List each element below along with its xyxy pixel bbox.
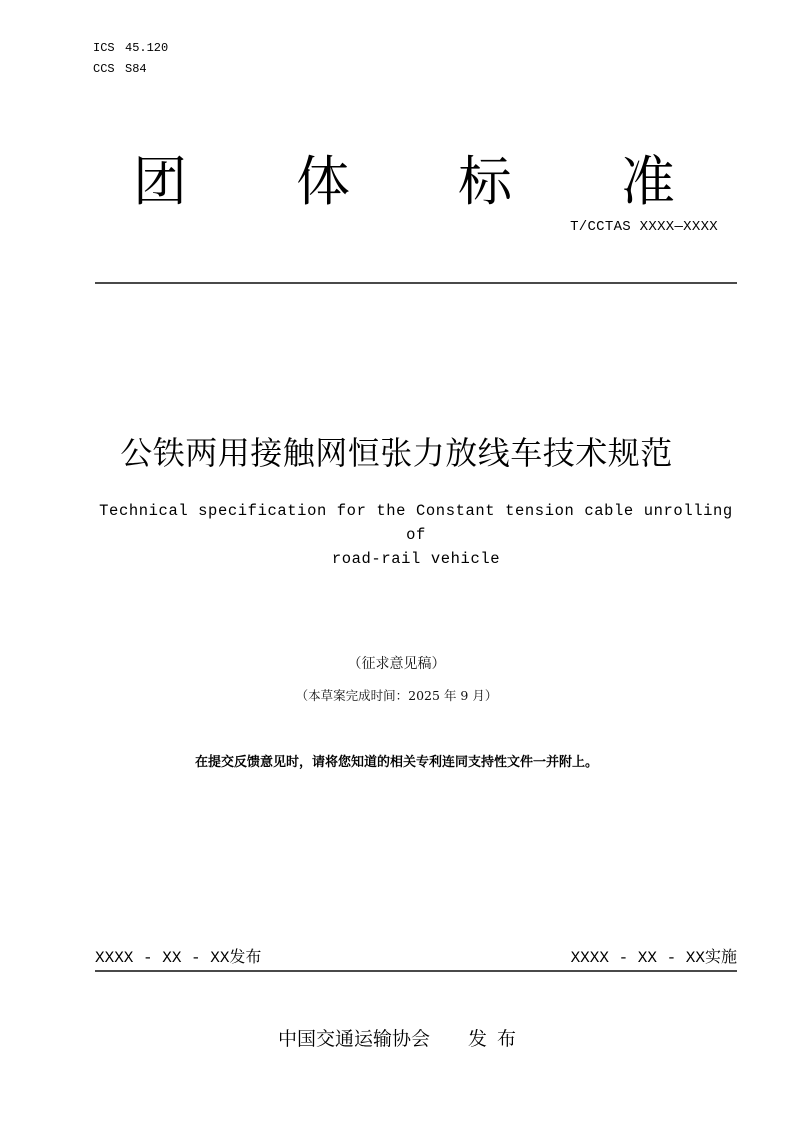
standard-type-char: 团 — [133, 150, 187, 213]
standard-type-char: 体 — [296, 150, 350, 213]
issuer-name: 中国交通运输协会 — [278, 1028, 431, 1050]
publish-date-value: XXXX - XX - XX — [95, 949, 230, 967]
publish-date-label: 发布 — [229, 947, 262, 966]
classification-codes — [93, 38, 168, 80]
draft-status: （征求意见稿） — [347, 656, 446, 672]
document-title-chinese: 公铁两用接触网恒张力放线车技术规范 — [120, 434, 673, 472]
english-title-line-2: road-rail vehicle — [331, 550, 501, 568]
issuer-action: 发布 — [468, 1028, 527, 1050]
standard-number: T/CCTAS XXXX—XXXX — [570, 219, 718, 235]
implementation-date-label: 实施 — [704, 947, 737, 966]
document-title-english — [95, 499, 737, 571]
ccs-code: CCS S84 — [93, 62, 147, 76]
publish-date — [95, 945, 261, 970]
ics-code: ICS 45.120 — [93, 41, 169, 55]
standard-type-char: 标 — [458, 150, 512, 213]
implementation-date-value: XXXX - XX - XX — [570, 949, 705, 967]
draft-completion-date: （本草案完成时间：2025 年 9 月） — [295, 688, 498, 703]
implementation-date — [571, 945, 737, 970]
issuer — [278, 1025, 526, 1053]
standard-type-char: 准 — [621, 150, 675, 213]
patent-notice: 在提交反馈意见时，请将您知道的相关专利连同支持性文件一并附上。 — [194, 755, 598, 770]
english-title-line-1: Technical specification for the Constant tension cable unrolling of — [99, 502, 733, 544]
footer-divider — [95, 970, 737, 972]
header-divider — [95, 282, 737, 284]
standard-type-heading — [0, 150, 793, 214]
